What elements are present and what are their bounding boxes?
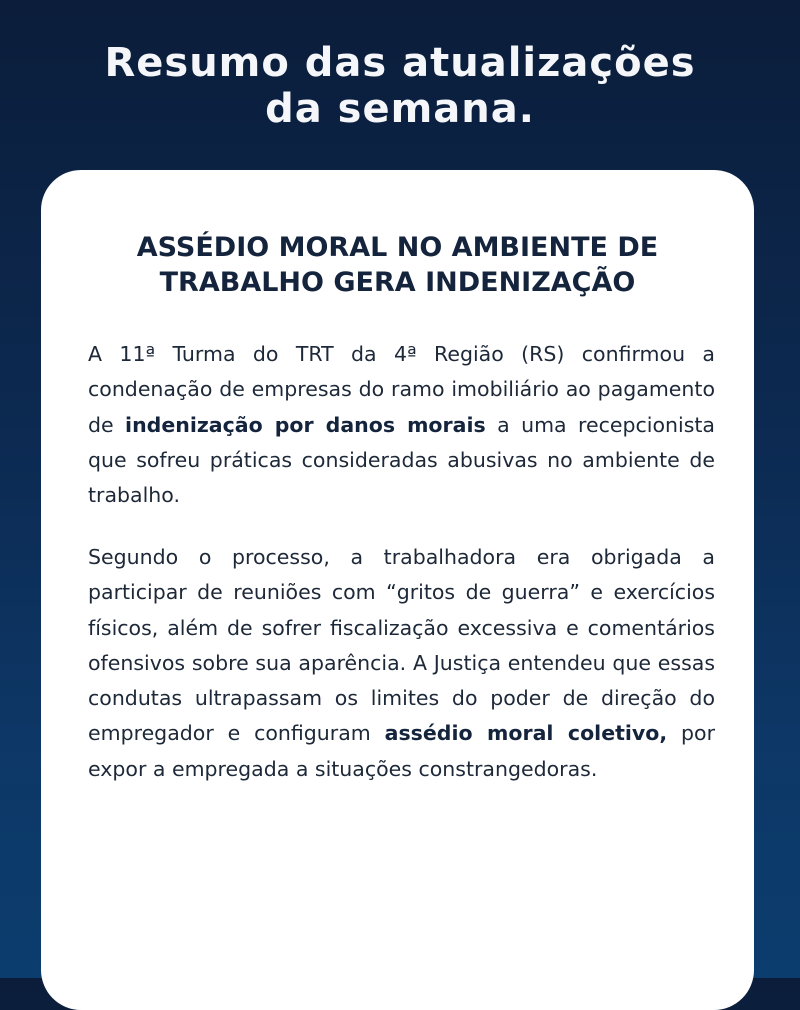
paragraph-2-text-end: por expor a empregada a situações constrangedoras. [88,721,715,781]
paragraph-1-text-end: a uma recepcionista que sofreu práticas consideradas abusivas no ambiente de trabalho. [88,412,715,508]
page-title [0,40,800,132]
page-title-line-2: da semana. [265,86,535,132]
article-title-line-2: TRABALHO GERA INDENIZAÇÃO [159,267,636,298]
news-card [41,170,754,1010]
paragraph-2-text-start: Segundo o processo, a trabalhadora era obrigada a participar de reuniões com “gritos de guerra” e exercícios físicos, além de sofrer fiscalização excessiva e comentários ofensivos sobre sua aparência. A Justiça entendeu que essas condutas ultrapassam os limites do poder de direção do empregador e configuram [88,545,715,746]
paragraph-1-text-start: A 11ª Turma do TRT da 4ª Região (RS) confirmou a condenação de empresas do ramo imobiliário ao pagamento de [88,342,715,437]
page-title-line-1: Resumo das atualizações [104,40,696,86]
paragraph-2-highlight: assédio moral coletivo, [384,721,668,746]
paragraph-1-highlight: indenização por danos morais [125,412,486,437]
article-paragraph-2 [88,540,715,787]
article-title-line-1: ASSÉDIO MORAL NO AMBIENTE DE [136,232,659,263]
article-paragraph-1 [88,337,715,513]
article-title [41,230,754,300]
